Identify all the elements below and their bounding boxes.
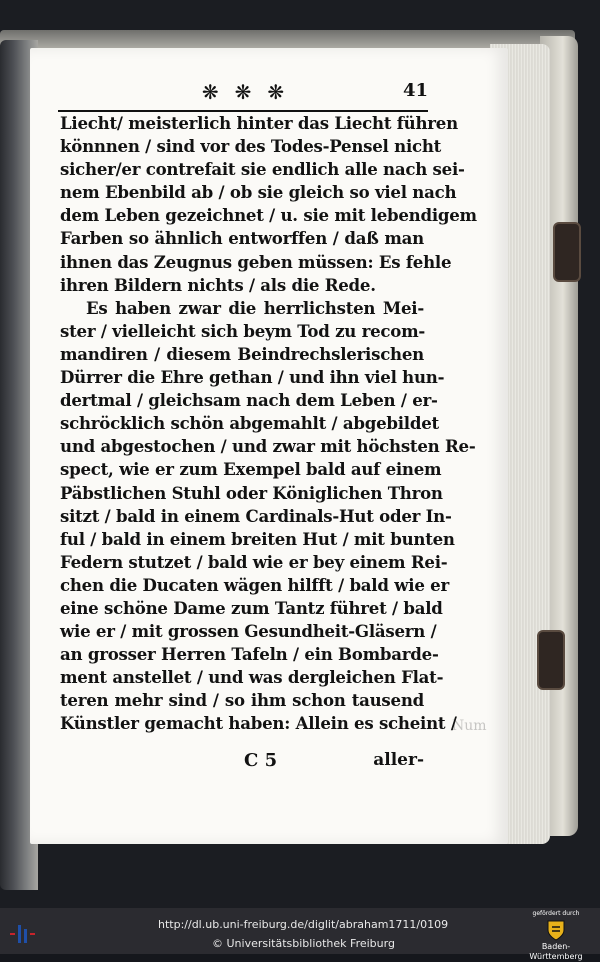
ornament-icon: ❋ bbox=[201, 80, 219, 104]
text-line: eine schöne Dame zum Tantz führet / bald bbox=[60, 597, 443, 618]
catchword: aller- bbox=[373, 750, 424, 770]
baden-wuerttemberg-crest-icon bbox=[544, 918, 568, 942]
copyright-text: © Universitätsbibliothek Freiburg bbox=[212, 937, 395, 950]
signature-mark: C 5 bbox=[244, 750, 278, 771]
text-line: an grosser Herren Tafeln / ein Bombarde- bbox=[60, 644, 439, 665]
ornament-icon: ❋ bbox=[267, 80, 285, 104]
text-line: wie er / mit grossen Gesundheit-Gläsern / bbox=[60, 621, 437, 642]
text-line: schröcklich schön abgemahlt / abgebildet bbox=[60, 413, 439, 434]
text-line: Farben so ähnlich entworffen / daß man bbox=[60, 228, 424, 249]
text-line: dem Leben gezeichnet / u. sie mit lebendigem bbox=[60, 205, 477, 226]
page-footer bbox=[60, 750, 424, 774]
ub-freiburg-logo-icon[interactable] bbox=[8, 920, 40, 944]
text-line: ihnen das Zeugnus geben müssen: Es fehle bbox=[60, 251, 452, 272]
text-line: ful / bald in einem breiten Hut / mit bunten bbox=[60, 528, 455, 549]
text-line: ihren Bildern nichts / als die Rede. bbox=[60, 274, 376, 295]
text-line: ment anstellet / und was dergleichen Flat- bbox=[60, 667, 444, 688]
funding-badge[interactable] bbox=[520, 910, 592, 962]
text-line: Dürrer die Ehre gethan / und ihn viel hun- bbox=[60, 367, 445, 388]
text-line: Liecht/ meisterlich hinter das Liecht führen bbox=[60, 113, 458, 133]
text-line: sitzt / bald in einem Cardinals-Hut oder In- bbox=[60, 505, 452, 526]
bleed-through-text: Num bbox=[452, 718, 487, 734]
funding-state: Baden-Württemberg bbox=[529, 942, 583, 961]
text-line: spect, wie er zum Exempel bald auf einem bbox=[60, 459, 442, 480]
text-line: nem Ebenbild ab / ob sie gleich so viel nach bbox=[60, 182, 457, 203]
ornament-icon: ❋ bbox=[234, 80, 252, 104]
text-line: mandiren / diesem Beindrechslerischen bbox=[60, 343, 424, 364]
text-line: ster / vielleicht sich beym Tod zu recom- bbox=[60, 320, 426, 341]
text-line: könnnen / sind vor des Todes-Pensel nicht bbox=[60, 136, 442, 157]
text-line: Es haben zwar die herrlichsten Mei- bbox=[86, 297, 424, 318]
text-line: Federn stutzet / bald wie er bey einem Rei- bbox=[60, 551, 448, 572]
page-header bbox=[58, 80, 428, 104]
clasp-icon bbox=[537, 630, 565, 690]
viewer-footer-bar bbox=[0, 908, 600, 961]
text-line: Künstler gemacht haben: Allein es scheint / bbox=[60, 713, 457, 734]
text-line: und abgestochen / und zwar mit höchsten Re- bbox=[60, 436, 476, 457]
page-number: 41 bbox=[402, 80, 428, 101]
text-line: Päbstlichen Stuhl oder Königlichen Thron bbox=[60, 482, 443, 503]
text-line: sicher/er contrefait sie endlich alle nach sei- bbox=[60, 159, 465, 180]
clasp-icon bbox=[553, 222, 581, 282]
ornament-row bbox=[202, 80, 284, 104]
document-url-link[interactable]: http://dl.ub.uni-freiburg.de/diglit/abraham1711/0109 bbox=[158, 918, 449, 931]
text-line: dertmal / gleichsam nach dem Leben / er- bbox=[60, 390, 438, 411]
text-line: chen die Ducaten wägen hilfft / bald wie er bbox=[60, 574, 449, 595]
funding-label: gefördert durch bbox=[532, 910, 580, 917]
text-line: teren mehr sind / so ihm schon tausend bbox=[60, 690, 424, 711]
